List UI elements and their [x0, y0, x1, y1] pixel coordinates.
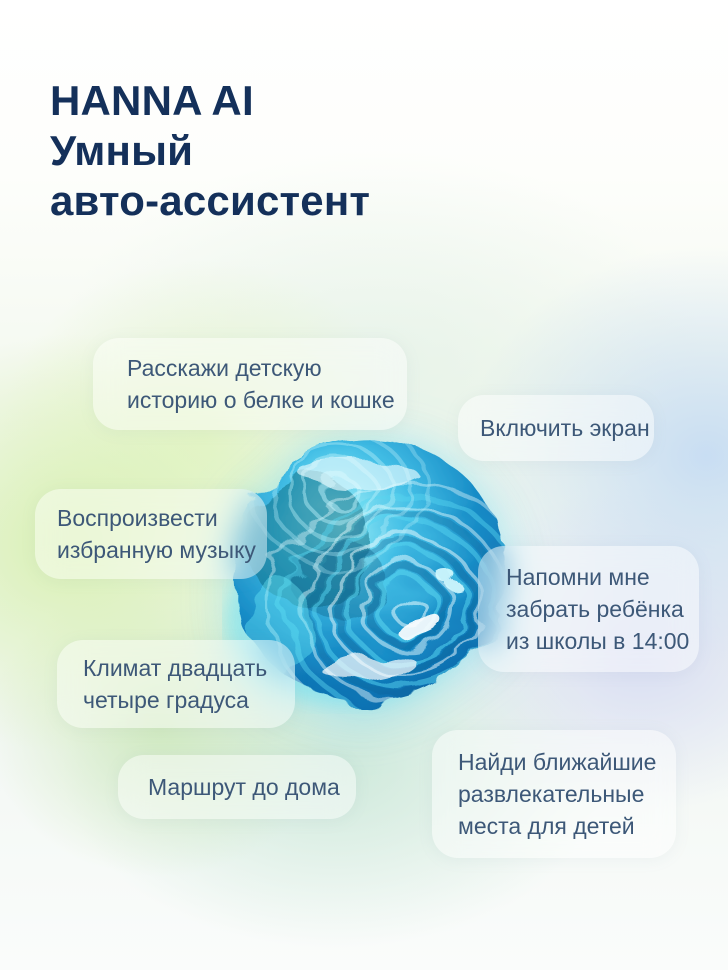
command-bubble-screen: [458, 395, 654, 461]
command-bubble-route: [118, 755, 356, 819]
bubble-text-line: избранную музыку: [57, 537, 256, 563]
bubble-text-line: историю о белке и кошке: [127, 387, 395, 413]
bubble-text-line: развлекательные: [458, 781, 645, 807]
bubble-text-line: места для детей: [458, 813, 635, 839]
bubble-text-line: Включить экран: [480, 415, 650, 441]
bubble-text-line: Расскажи детскую: [127, 355, 322, 381]
bubble-text-line: Климат двадцать: [83, 655, 268, 681]
bubble-text-line: Напомни мне: [506, 564, 650, 590]
command-bubble-music: [35, 489, 267, 579]
bubble-text-line: Найди ближайшие: [458, 749, 657, 775]
bubble-text-line: забрать ребёнка: [506, 596, 684, 622]
command-bubble-climate: [57, 640, 295, 728]
bubble-text-line: Маршрут до дома: [148, 774, 340, 800]
command-bubble-places: [432, 730, 676, 858]
title-block: [50, 76, 370, 226]
command-bubble-remind: [478, 546, 699, 672]
bubble-text-line: из школы в 14:00: [506, 628, 690, 654]
command-bubble-story: [93, 338, 407, 430]
subtitle-line-2: авто-ассистент: [50, 177, 371, 224]
bubble-text-line: четыре градуса: [83, 687, 249, 713]
subtitle-line-1: Умный: [50, 127, 194, 174]
brand-title: HANNA AI: [50, 77, 254, 124]
bubble-text-line: Воспроизвести: [57, 505, 218, 531]
